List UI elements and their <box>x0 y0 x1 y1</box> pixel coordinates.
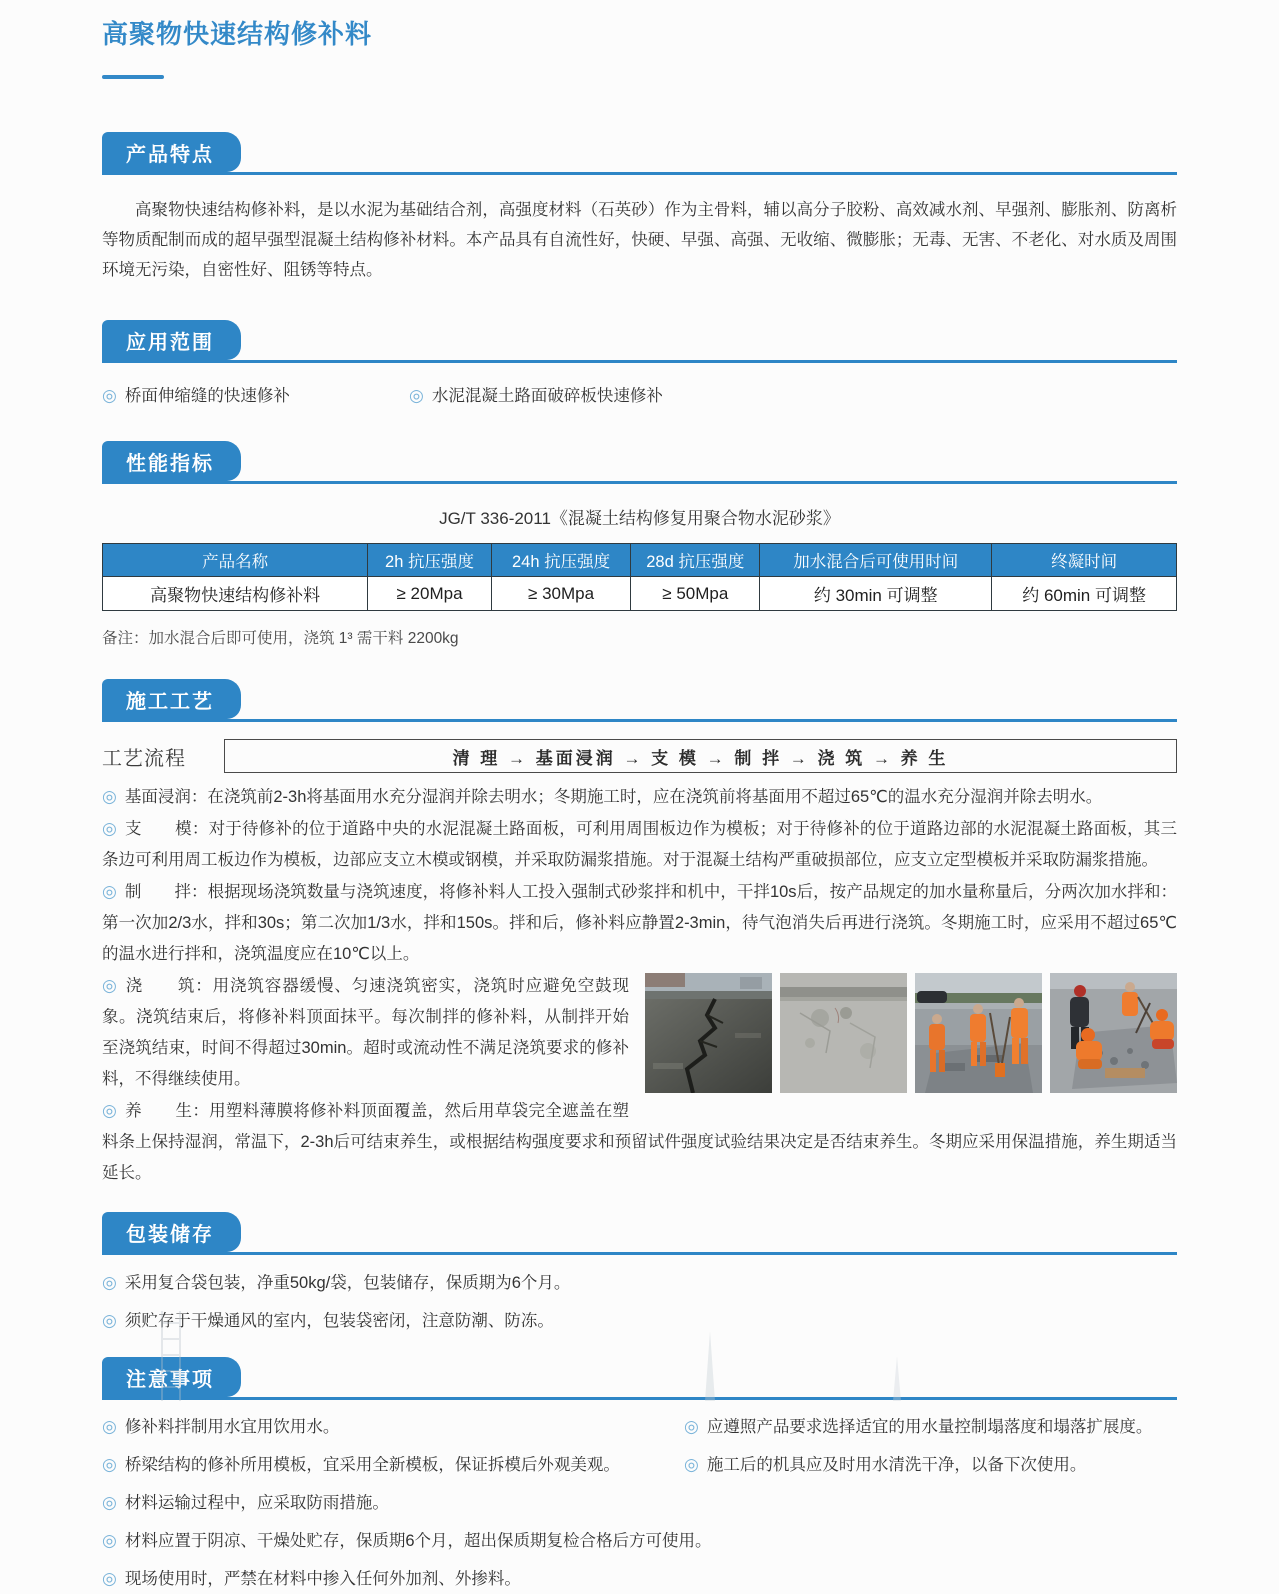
cell-product-name: 高聚物快速结构修补料 <box>103 577 368 611</box>
cell-24h-strength: ≥ 30Mpa <box>491 577 631 611</box>
performance-table <box>102 543 1177 611</box>
step-surface-wetting <box>102 781 1177 813</box>
note-item <box>102 1488 389 1518</box>
pouring-and-curing-block <box>102 970 1177 1189</box>
section-tab-features: 产品特点 <box>102 132 241 172</box>
ring-bullet-icon: ◎ <box>102 1273 117 1292</box>
photo-workers-placing-repair-material <box>1050 973 1177 1093</box>
col-header-product-name: 产品名称 <box>103 544 368 577</box>
notes-row <box>102 1450 1177 1480</box>
storage-item <box>102 1268 1177 1298</box>
step-text: 根据现场浇筑数量与浇筑速度，将修补料人工投入强制式砂浆拌和机中，干拌10s后，按产品规定的加水量称量后，分两次加水拌和：第一次加2/3水，拌和30s；第二次加1/3水，拌和150s。拌和后，修补料应静置2-3min，待气泡消失后再进行浇筑。冬期施工时，应采用不超过65℃的温水进行拌和，浇筑温度应在10℃以上。 <box>102 883 1177 963</box>
step-label: 基面浸润： <box>124 788 208 806</box>
section-tab-process: 施工工艺 <box>102 679 241 719</box>
section-tab-performance: 性能指标 <box>102 441 241 481</box>
col-header-final-set-time: 终凝时间 <box>992 544 1177 577</box>
section-head-process <box>102 679 1177 722</box>
application-item-label: 桥面伸缩缝的快速修补 <box>124 387 290 405</box>
ring-bullet-icon: ◎ <box>102 1569 117 1588</box>
section-head-storage <box>102 1212 1177 1255</box>
ring-bullet-icon: ◎ <box>102 882 117 901</box>
storage-item-text: 采用复合袋包装，净重50kg/袋，包装储存，保质期为6个月。 <box>124 1274 571 1292</box>
application-item <box>409 381 663 411</box>
notes-row <box>102 1564 1177 1594</box>
title-underline <box>102 75 164 79</box>
notes-row <box>102 1526 1177 1556</box>
note-item <box>102 1564 521 1594</box>
note-item <box>684 1412 1177 1442</box>
step-label: 浇 筑： <box>125 977 213 995</box>
storage-item <box>102 1306 1177 1336</box>
section-tab-application: 应用范围 <box>102 320 241 360</box>
features-paragraph: 高聚物快速结构修补料，是以水泥为基础结合剂，高强度材料（石英砂）作为主骨料，辅以高分子胶粉、高效减水剂、早强剂、膨胀剂、防离析等物质配制而成的超早强型混凝土结构修补材料。本产品具有自流性好，快硬、早强、高强、无收缩、微膨胀；无毒、无害、不老化、对水质及周围环境无污染，自密性好、阻锈等特点。 <box>102 201 1177 279</box>
note-item-text: 修补料拌制用水宜用饮用水。 <box>124 1418 340 1436</box>
notes-items <box>102 1412 1177 1594</box>
note-item-text: 材料应置于阴凉、干燥处贮存，保质期6个月，超出保质期复检合格后方可使用。 <box>124 1532 712 1550</box>
cell-2h-strength: ≥ 20Mpa <box>368 577 492 611</box>
notes-row <box>102 1488 1177 1518</box>
ring-bullet-icon: ◎ <box>102 787 117 806</box>
note-item-text: 桥梁结构的修补所用模板，宜采用全新模板，保证拆模后外观美观。 <box>124 1456 620 1474</box>
note-item <box>684 1450 1177 1480</box>
ring-bullet-icon: ◎ <box>102 1417 117 1436</box>
col-header-28d-strength: 28d 抗压强度 <box>631 544 760 577</box>
section-tab-notes: 注意事项 <box>102 1357 241 1397</box>
step-text: 用浇筑容器缓慢、匀速浇筑密实，浇筑时应避免空鼓现象。浇筑结束后，将修补料顶面抹平。每次制拌的修补料，从制拌开始至浇筑结束，时间不得超过30min。超时或流动性不满足浇筑要求的修补料，不得继续使用。 <box>102 977 630 1088</box>
ring-bullet-icon: ◎ <box>102 386 117 405</box>
storage-item-text: 须贮存于干燥通风的室内，包装袋密闭，注意防潮、防冻。 <box>124 1312 554 1330</box>
note-item-text: 现场使用时，严禁在材料中掺入任何外加剂、外掺料。 <box>124 1570 521 1588</box>
ring-bullet-icon: ◎ <box>102 1311 117 1330</box>
cell-usable-time: 约 30min 可调整 <box>760 577 992 611</box>
section-head-performance <box>102 441 1177 484</box>
step-label: 支 模： <box>125 820 209 838</box>
process-flow-label: 工艺流程 <box>102 747 186 770</box>
application-item-label: 水泥混凝土路面破碎板快速修补 <box>431 387 663 405</box>
note-item-text: 材料运输过程中，应采取防雨措施。 <box>124 1494 389 1512</box>
ring-bullet-icon: ◎ <box>684 1455 699 1474</box>
notes-row <box>102 1412 1177 1442</box>
cell-28d-strength: ≥ 50Mpa <box>631 577 760 611</box>
step-formwork <box>102 813 1177 876</box>
photo-road-repair-workers <box>915 973 1042 1093</box>
note-item <box>102 1412 684 1442</box>
note-item <box>102 1450 684 1480</box>
process-steps <box>102 781 1177 1189</box>
cell-final-set-time: 约 60min 可调整 <box>992 577 1177 611</box>
note-item <box>102 1526 712 1556</box>
section-head-notes <box>102 1357 1177 1400</box>
ring-bullet-icon: ◎ <box>102 976 118 995</box>
step-curing <box>102 1095 1177 1189</box>
photo-damaged-concrete-surface <box>780 973 907 1093</box>
ring-bullet-icon: ◎ <box>102 1455 117 1474</box>
process-flow-row <box>102 739 1177 773</box>
section-head-features <box>102 132 1177 175</box>
section-head-application <box>102 320 1177 363</box>
step-mixing <box>102 876 1177 970</box>
ring-bullet-icon: ◎ <box>409 386 424 405</box>
page-title: 高聚物快速结构修补料 <box>102 19 373 49</box>
step-label: 制 拌： <box>124 883 208 901</box>
table-footnote: 备注：加水混合后即可使用，浇筑 1³ 需干料 2200kg <box>102 630 459 647</box>
ring-bullet-icon: ◎ <box>102 1493 117 1512</box>
ring-bullet-icon: ◎ <box>684 1417 699 1436</box>
application-item <box>102 381 409 411</box>
col-header-24h-strength: 24h 抗压强度 <box>491 544 631 577</box>
ring-bullet-icon: ◎ <box>102 1101 118 1120</box>
process-flow-diagram: 清 理 → 基面浸润 → 支 模 → 制 拌 → 浇 筑 → 养 生 <box>224 739 1177 773</box>
section-tab-storage: 包装储存 <box>102 1212 241 1252</box>
step-label: 养 生： <box>125 1102 210 1120</box>
step-text: 对于待修补的位于道路中央的水泥混凝土路面板，可利用周围板边作为模板；对于待修补的位于道路边部的水泥混凝土路面板，其三条边可利用周工板边作为模板，边部应支立木模或钢模，并采取防漏浆措施。对于混凝土结构严重破损部位，应支立定型模板并采取防漏浆措施。 <box>102 820 1178 869</box>
step-text: 用塑料薄膜将修补料顶面覆盖，然后用草袋完全遮盖在塑料条上保持湿润，常温下，2-3h后可结束养生，或根据结构强度要求和预留试件强度试验结果决定是否结束养生。冬期应采用保温措施，养生期适当延长。 <box>102 1102 1177 1182</box>
construction-photo-strip <box>645 973 1177 1093</box>
note-item-text: 应遵照产品要求选择适宜的用水量控制塌落度和塌落扩展度。 <box>706 1418 1153 1436</box>
standard-reference: JG/T 336-2011《混凝土结构修复用聚合物水泥砂浆》 <box>439 509 840 528</box>
note-item-text: 施工后的机具应及时用水清洗干净，以备下次使用。 <box>706 1456 1087 1474</box>
photo-cracked-dark-pavement <box>645 973 772 1093</box>
step-text: 在浇筑前2-3h将基面用水充分湿润并除去明水；冬期施工时，应在浇筑前将基面用不超过65℃的温水充分湿润并除去明水。 <box>207 788 1103 806</box>
table-row <box>103 577 1177 611</box>
ring-bullet-icon: ◎ <box>102 819 118 838</box>
table-header-row <box>103 544 1177 577</box>
ring-bullet-icon: ◎ <box>102 1531 117 1550</box>
col-header-usable-time: 加水混合后可使用时间 <box>760 544 992 577</box>
application-items <box>102 381 1177 411</box>
storage-items <box>102 1268 1177 1336</box>
col-header-2h-strength: 2h 抗压强度 <box>368 544 492 577</box>
